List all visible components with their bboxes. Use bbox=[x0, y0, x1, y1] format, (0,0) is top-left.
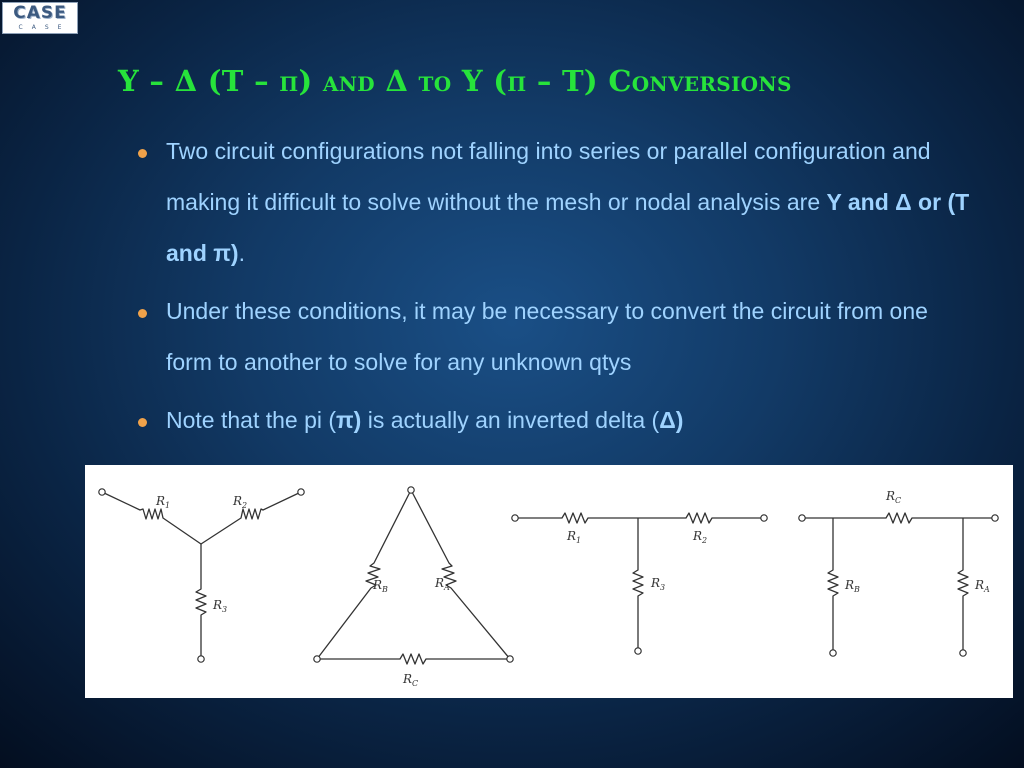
delta-rb-resistor bbox=[317, 490, 411, 659]
t-horizontal-branch bbox=[517, 513, 762, 523]
bullet-1-end: . bbox=[238, 240, 245, 266]
delta-network bbox=[317, 490, 510, 664]
bullet-dot-icon bbox=[138, 309, 147, 318]
y-r1-label: $R_1$ bbox=[156, 494, 171, 510]
bullet-list bbox=[138, 126, 978, 453]
pi-network bbox=[805, 513, 993, 651]
delta-ra-label: $R_A$ bbox=[435, 576, 450, 592]
bullet-3-text-mid: is actually an inverted delta ( bbox=[361, 407, 660, 433]
t-network bbox=[517, 513, 762, 649]
bullet-3-text: Note that the pi ( bbox=[166, 407, 337, 433]
delta-ra-resistor bbox=[411, 490, 510, 659]
t-r3-label: $R_3$ bbox=[651, 576, 666, 592]
bullet-item-1 bbox=[138, 126, 978, 279]
delta-rc-resistor bbox=[317, 654, 510, 664]
pi-rb-resistor bbox=[828, 518, 838, 651]
logo-wordmark: CASE bbox=[13, 3, 67, 23]
delta-rc-label: $R_C$ bbox=[403, 672, 419, 688]
t-r3-resistor bbox=[633, 518, 643, 649]
t-r1-label: $R_1$ bbox=[567, 529, 582, 545]
bullet-3-bold-pi: π) bbox=[336, 407, 362, 433]
bullet-dot-icon bbox=[138, 149, 147, 158]
slide-title: Y – Δ (T – π) and Δ to Y (π – T) Conversions bbox=[118, 64, 792, 98]
bullet-1-bold: Y and Δ or (T and π) bbox=[166, 189, 970, 266]
pi-ra-resistor bbox=[958, 518, 968, 651]
pi-ra-label: $R_A$ bbox=[975, 578, 990, 594]
bullet-item-3 bbox=[138, 395, 978, 446]
y-r3-label: $R_3$ bbox=[213, 598, 228, 614]
logo-subtext: CASE bbox=[18, 24, 71, 31]
bullet-3-bold-delta: Δ) bbox=[659, 407, 684, 433]
y-r2-label: $R_2$ bbox=[233, 494, 248, 510]
bullet-2-text: Under these conditions, it may be necessary to convert the circuit from one form to another to solve for any unknown qtys bbox=[166, 298, 928, 375]
pi-rc-label: $R_C$ bbox=[886, 489, 902, 505]
delta-rb-label: $R_B$ bbox=[373, 578, 388, 594]
terminal-nodes bbox=[99, 487, 998, 662]
bullet-dot-icon bbox=[138, 418, 147, 427]
y-r3-resistor bbox=[196, 544, 206, 656]
pi-rb-label: $R_B$ bbox=[845, 578, 860, 594]
y-r1-resistor bbox=[102, 492, 201, 544]
circuit-diagrams-figure bbox=[85, 465, 1013, 698]
y-r2-resistor bbox=[201, 492, 301, 544]
bullet-1-text: Two circuit configurations not falling into series or parallel configuration and making it difficult to solve without the mesh or nodal analysis are bbox=[166, 138, 931, 215]
y-network bbox=[102, 492, 301, 656]
t-r2-label: $R_2$ bbox=[693, 529, 708, 545]
bullet-item-2 bbox=[138, 286, 978, 388]
circuit-diagrams-svg bbox=[85, 465, 1013, 698]
case-logo bbox=[2, 2, 78, 34]
